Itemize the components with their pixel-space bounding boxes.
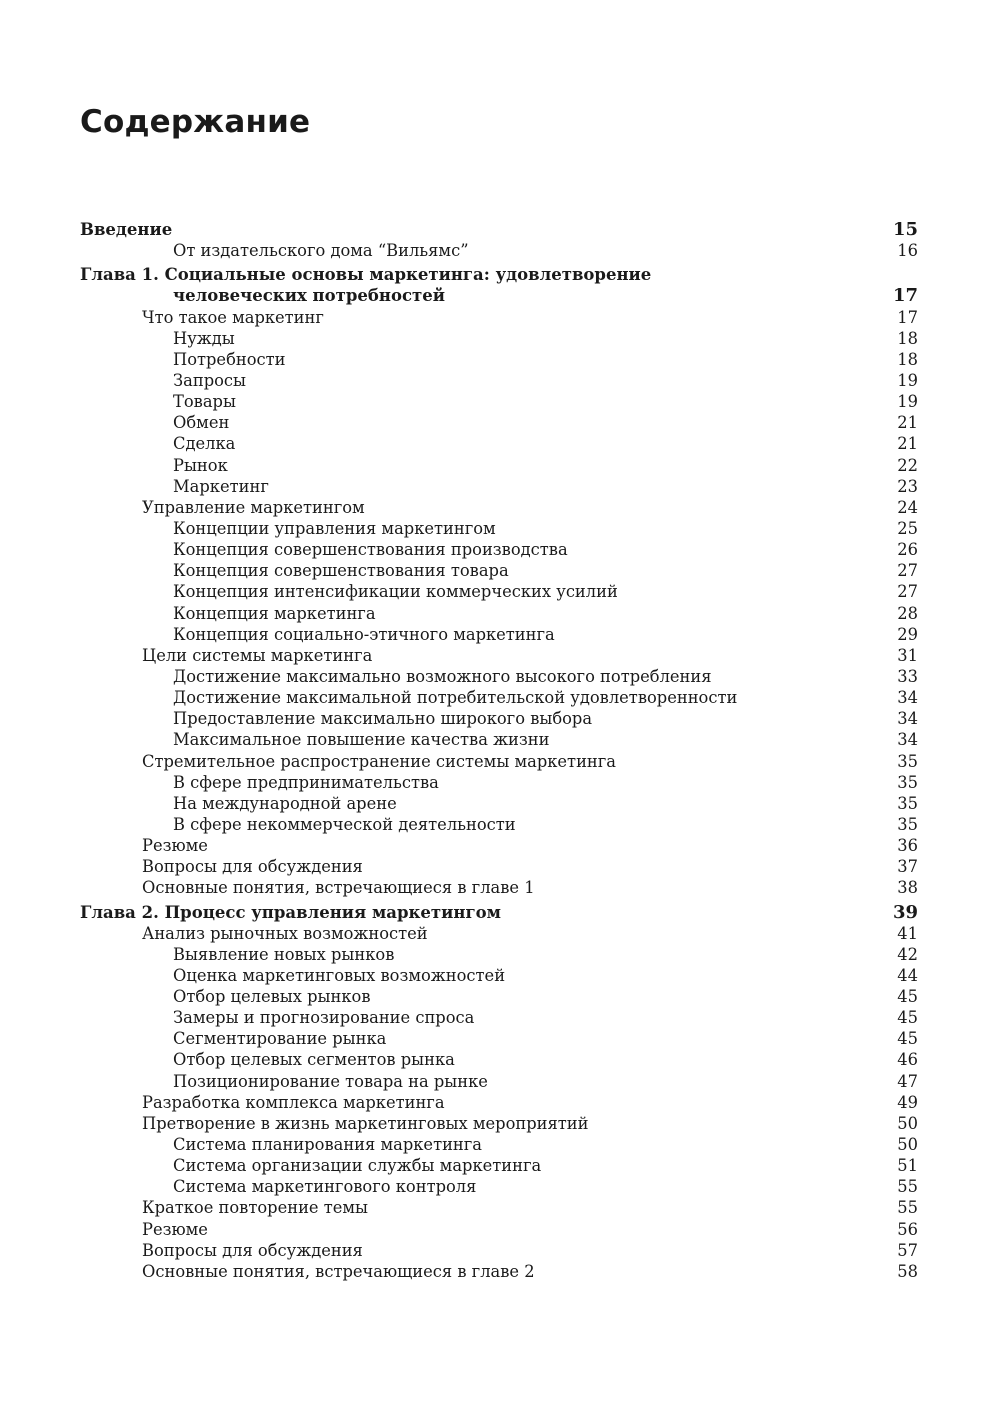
toc-entry[interactable] <box>80 965 918 986</box>
toc-entry[interactable] <box>80 433 918 454</box>
toc-entry-page: 19 <box>897 392 918 412</box>
toc-entry-title: Основные понятия, встречающиеся в главе 1 <box>142 878 535 898</box>
toc-entry[interactable] <box>80 1240 918 1261</box>
toc-entry[interactable] <box>80 666 918 687</box>
toc-entry-page: 22 <box>897 455 918 475</box>
toc-entry[interactable] <box>80 1071 918 1092</box>
toc-entry[interactable] <box>80 1197 918 1218</box>
toc-entry-page: 35 <box>897 793 918 813</box>
toc-chapter-entry[interactable] <box>80 902 918 923</box>
toc-entry-page: 21 <box>897 413 918 433</box>
toc-entry-title: Стремительное распространение системы маркетинга <box>142 751 617 771</box>
toc-entry-page: 50 <box>897 1113 918 1133</box>
toc-entry[interactable] <box>80 539 918 560</box>
toc-entry-page: 17 <box>892 285 918 307</box>
toc-entry[interactable] <box>80 1007 918 1028</box>
toc-entry-title: Концепции управления маркетингом <box>173 518 496 538</box>
toc-entry[interactable] <box>80 455 918 476</box>
toc-entry[interactable] <box>80 497 918 518</box>
toc-entry-title: Глава 2. Процесс управления маркетингом <box>80 902 501 922</box>
toc-entry-page: 44 <box>897 965 918 985</box>
toc-entry[interactable] <box>80 944 918 965</box>
toc-entry-page: 23 <box>897 476 918 496</box>
toc-entry-page: 45 <box>897 1029 918 1049</box>
toc-entry-title: Обмен <box>173 413 230 433</box>
toc-entry[interactable] <box>80 240 918 261</box>
toc-entry-title: Потребности <box>173 349 286 369</box>
toc-entry-title: Вопросы для обсуждения <box>142 1240 363 1260</box>
toc-entry[interactable] <box>80 476 918 497</box>
toc-entry[interactable] <box>80 518 918 539</box>
toc-entry-page: 39 <box>892 901 918 923</box>
toc-entry-page: 15 <box>892 219 918 240</box>
toc-entry-page: 29 <box>897 624 918 644</box>
toc-entry-title: Сегментирование рынка <box>173 1029 387 1049</box>
toc-entry-title: От издательского дома “Вильямс” <box>173 241 469 261</box>
toc-entry-page: 26 <box>897 540 918 560</box>
toc-entry-title: Максимальное повышение качества жизни <box>173 730 550 750</box>
toc-entry-page: 46 <box>897 1050 918 1070</box>
toc-entry-title: Запросы <box>173 370 247 390</box>
toc-entry[interactable] <box>80 923 918 944</box>
toc-entry-page: 35 <box>897 814 918 834</box>
toc-entry-title: человеческих потребностей <box>173 286 445 306</box>
toc-entry[interactable] <box>80 1219 918 1240</box>
toc-entry-page: 31 <box>897 645 918 665</box>
toc-entry-title: Достижение максимальной потребительской удовлетворенности <box>173 688 738 708</box>
toc-entry-title: Достижение максимально возможного высокого потребления <box>173 666 712 686</box>
toc-entry-page: 18 <box>897 349 918 369</box>
table-of-contents <box>80 219 918 1282</box>
toc-chapter-entry[interactable] <box>80 285 918 306</box>
toc-entry-page: 38 <box>897 878 918 898</box>
toc-entry[interactable] <box>80 1092 918 1113</box>
toc-entry-title: В сфере некоммерческой деятельности <box>173 814 516 834</box>
toc-entry-page: 51 <box>897 1156 918 1176</box>
toc-entry-title: Система планирования маркетинга <box>173 1135 483 1155</box>
toc-entry-page: 37 <box>897 857 918 877</box>
toc-entry[interactable] <box>80 708 918 729</box>
toc-entry-page: 28 <box>897 603 918 623</box>
toc-entry-title: Нужды <box>173 328 235 348</box>
toc-entry[interactable] <box>80 729 918 750</box>
toc-entry[interactable] <box>80 835 918 856</box>
toc-entry[interactable] <box>80 349 918 370</box>
toc-entry-page: 18 <box>897 328 918 348</box>
toc-entry-title: Резюме <box>142 836 208 856</box>
toc-entry[interactable] <box>80 645 918 666</box>
toc-entry-page: 55 <box>897 1177 918 1197</box>
page-title: Содержание <box>80 104 311 140</box>
toc-entry[interactable] <box>80 370 918 391</box>
toc-entry-page: 58 <box>897 1261 918 1281</box>
toc-entry-title: Система маркетингового контроля <box>173 1177 477 1197</box>
toc-entry[interactable] <box>80 1155 918 1176</box>
toc-chapter-entry[interactable] <box>80 219 918 240</box>
toc-entry-title: Разработка комплекса маркетинга <box>142 1092 445 1112</box>
toc-entry[interactable] <box>80 751 918 772</box>
toc-entry-page: 33 <box>897 666 918 686</box>
toc-entry[interactable] <box>80 603 918 624</box>
toc-entry[interactable] <box>80 856 918 877</box>
toc-entry-title: Концепция интенсификации коммерческих усилий <box>173 582 618 602</box>
toc-entry[interactable] <box>80 793 918 814</box>
toc-entry-title: Концепция совершенствования производства <box>173 540 568 560</box>
toc-entry-title: Рынок <box>173 455 228 475</box>
toc-entry-title: В сфере предпринимательства <box>173 772 439 792</box>
toc-entry-page: 25 <box>897 518 918 538</box>
toc-entry-page: 19 <box>897 370 918 390</box>
toc-entry-page: 41 <box>897 923 918 943</box>
toc-entry-page: 36 <box>897 836 918 856</box>
toc-entry-title: Краткое повторение темы <box>142 1198 368 1218</box>
toc-entry-title: Сделка <box>173 434 236 454</box>
toc-entry-title: Отбор целевых рынков <box>173 987 371 1007</box>
toc-entry-page: 34 <box>897 709 918 729</box>
toc-entry-title: Предоставление максимально широкого выбора <box>173 709 593 729</box>
toc-entry-title: Позиционирование товара на рынке <box>173 1071 488 1091</box>
toc-entry[interactable] <box>80 560 918 581</box>
toc-entry-page: 27 <box>897 582 918 602</box>
toc-entry-title: Глава 1. Социальные основы маркетинга: удовлетворение <box>80 265 652 285</box>
toc-chapter-entry[interactable] <box>80 264 918 285</box>
toc-entry-title: Маркетинг <box>173 476 269 496</box>
toc-entry[interactable] <box>80 581 918 602</box>
toc-entry-title: Введение <box>80 220 173 239</box>
toc-entry-title: Система организации службы маркетинга <box>173 1156 542 1176</box>
toc-entry[interactable] <box>80 1049 918 1070</box>
toc-entry[interactable] <box>80 772 918 793</box>
toc-entry[interactable] <box>80 412 918 433</box>
toc-entry-title: Товары <box>173 392 236 412</box>
toc-entry-title: Вопросы для обсуждения <box>142 857 363 877</box>
toc-entry[interactable] <box>80 814 918 835</box>
toc-entry-title: Управление маркетингом <box>142 497 365 517</box>
toc-entry-title: Оценка маркетинговых возможностей <box>173 965 506 985</box>
toc-entry-page: 24 <box>897 497 918 517</box>
toc-entry-title: Цели системы маркетинга <box>142 645 373 665</box>
toc-entry-title: Что такое маркетинг <box>142 307 324 327</box>
toc-entry-title: Выявление новых рынков <box>173 944 395 964</box>
toc-entry[interactable] <box>80 391 918 412</box>
toc-entry-title: Резюме <box>142 1219 208 1239</box>
toc-entry-page: 21 <box>897 434 918 454</box>
toc-entry-title: Концепция социально-этичного маркетинга <box>173 624 555 644</box>
toc-entry[interactable] <box>80 1113 918 1134</box>
toc-entry[interactable] <box>80 687 918 708</box>
toc-entry[interactable] <box>80 1261 918 1282</box>
toc-entry-page: 35 <box>897 751 918 771</box>
toc-entry-page: 45 <box>897 987 918 1007</box>
toc-entry-page: 49 <box>897 1092 918 1112</box>
toc-entry-page: 50 <box>897 1135 918 1155</box>
toc-entry[interactable] <box>80 1028 918 1049</box>
toc-entry-title: Основные понятия, встречающиеся в главе 2 <box>142 1261 535 1281</box>
toc-entry-title: На международной арене <box>173 793 397 813</box>
toc-entry-title: Замеры и прогнозирование спроса <box>173 1008 475 1028</box>
toc-entry[interactable] <box>80 624 918 645</box>
toc-entry-page: 34 <box>897 688 918 708</box>
toc-entry-page: 16 <box>897 241 918 261</box>
toc-entry[interactable] <box>80 328 918 349</box>
toc-entry-page: 47 <box>897 1071 918 1091</box>
toc-entry-page: 35 <box>897 772 918 792</box>
toc-entry-title: Анализ рыночных возможностей <box>142 923 428 943</box>
toc-entry-page: 17 <box>897 307 918 327</box>
toc-entry-title: Претворение в жизнь маркетинговых мероприятий <box>142 1113 589 1133</box>
toc-entry[interactable] <box>80 877 918 898</box>
toc-entry[interactable] <box>80 1134 918 1155</box>
toc-entry-page: 55 <box>897 1198 918 1218</box>
toc-entry-page: 42 <box>897 944 918 964</box>
toc-entry-page: 45 <box>897 1008 918 1028</box>
toc-entry-title: Отбор целевых сегментов рынка <box>173 1050 455 1070</box>
toc-entry[interactable] <box>80 1176 918 1197</box>
toc-entry-page: 56 <box>897 1219 918 1239</box>
toc-entry[interactable] <box>80 986 918 1007</box>
toc-entry-title: Концепция маркетинга <box>173 603 376 623</box>
toc-entry-page: 27 <box>897 561 918 581</box>
toc-entry-page: 57 <box>897 1240 918 1260</box>
toc-entry-title: Концепция совершенствования товара <box>173 561 509 581</box>
toc-entry[interactable] <box>80 307 918 328</box>
toc-entry-page: 34 <box>897 730 918 750</box>
